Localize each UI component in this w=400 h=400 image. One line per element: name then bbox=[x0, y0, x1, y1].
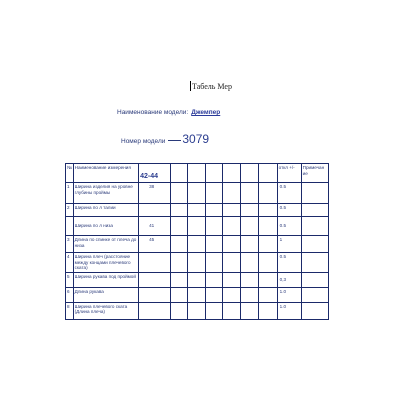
model-name-row bbox=[117, 109, 220, 116]
row-measure: Ширина плеч (расстояние между концами плечевого ската) bbox=[73, 253, 138, 273]
header-measure: Наименование измерения bbox=[73, 164, 138, 183]
row-value bbox=[139, 302, 171, 319]
row-num: 6 bbox=[66, 287, 74, 302]
document-title-text: Табель Мер bbox=[192, 81, 232, 91]
row-tolerance: 0.5 bbox=[277, 217, 301, 236]
row-measure: Длина по спинке от плеча до низа bbox=[73, 236, 138, 253]
row-note bbox=[301, 204, 328, 217]
row-tolerance: 0,3 bbox=[277, 272, 301, 287]
row-note bbox=[301, 236, 328, 253]
row-note bbox=[301, 253, 328, 273]
row-note bbox=[301, 287, 328, 302]
row-num: 2 bbox=[66, 204, 74, 217]
row-num: 8 bbox=[66, 302, 74, 319]
header-empty bbox=[240, 164, 259, 183]
table-row bbox=[66, 236, 329, 253]
model-number-label: Номер модели bbox=[121, 138, 166, 145]
row-measure: Ширина рукава под проймой bbox=[73, 272, 138, 287]
header-empty bbox=[223, 164, 240, 183]
header-empty bbox=[259, 164, 278, 183]
table-header-row bbox=[66, 164, 329, 183]
row-num: 1 bbox=[66, 183, 74, 204]
row-value: 41 bbox=[139, 217, 171, 236]
row-measure: Ширина изделия на уровне глубины проймы bbox=[73, 183, 138, 204]
row-measure: Длина рукава bbox=[73, 287, 138, 302]
model-number-row bbox=[121, 132, 209, 146]
header-num: № bbox=[66, 164, 74, 183]
row-note bbox=[301, 272, 328, 287]
measurement-table bbox=[65, 163, 329, 320]
row-measure: Ширина по л талии bbox=[73, 204, 138, 217]
table-row bbox=[66, 287, 329, 302]
row-num: 4 bbox=[66, 253, 74, 273]
table-row bbox=[66, 217, 329, 236]
row-note bbox=[301, 183, 328, 204]
model-number-value: 3079 bbox=[182, 132, 210, 146]
row-tolerance: 0.5 bbox=[277, 204, 301, 217]
table-row bbox=[66, 272, 329, 287]
header-empty bbox=[170, 164, 187, 183]
model-name-value: Джемпер bbox=[191, 109, 221, 116]
row-note bbox=[301, 302, 328, 319]
header-note: Примечан ие bbox=[301, 164, 328, 183]
row-value bbox=[139, 204, 171, 217]
document-title bbox=[190, 81, 232, 91]
row-note bbox=[301, 217, 328, 236]
row-measure: Ширина плечевого ската (Длина плеча) bbox=[73, 302, 138, 319]
row-measure: Ширина по л низа bbox=[73, 217, 138, 236]
table-row bbox=[66, 183, 329, 204]
row-tolerance: 0.5 bbox=[277, 183, 301, 204]
table-row bbox=[66, 204, 329, 217]
row-value: 45 bbox=[139, 236, 171, 253]
row-value bbox=[139, 272, 171, 287]
model-number-underline bbox=[168, 140, 181, 141]
row-value bbox=[139, 253, 171, 273]
row-value: 38 bbox=[139, 183, 171, 204]
table-row bbox=[66, 302, 329, 319]
header-empty bbox=[188, 164, 205, 183]
header-size: 42-44 bbox=[139, 164, 171, 183]
row-value bbox=[139, 287, 171, 302]
row-tolerance: 0.5 bbox=[277, 253, 301, 273]
header-tolerance: откл +/- bbox=[277, 164, 301, 183]
row-tolerance: 1.0 bbox=[277, 287, 301, 302]
row-num: 5 bbox=[66, 272, 74, 287]
header-empty bbox=[205, 164, 222, 183]
row-tolerance: 1.0 bbox=[277, 302, 301, 319]
text-cursor bbox=[190, 81, 191, 91]
row-num bbox=[66, 217, 74, 236]
model-name-label: Наименование модели: bbox=[117, 109, 189, 116]
row-num: 3 bbox=[66, 236, 74, 253]
row-tolerance: 1 bbox=[277, 236, 301, 253]
table-row bbox=[66, 253, 329, 273]
